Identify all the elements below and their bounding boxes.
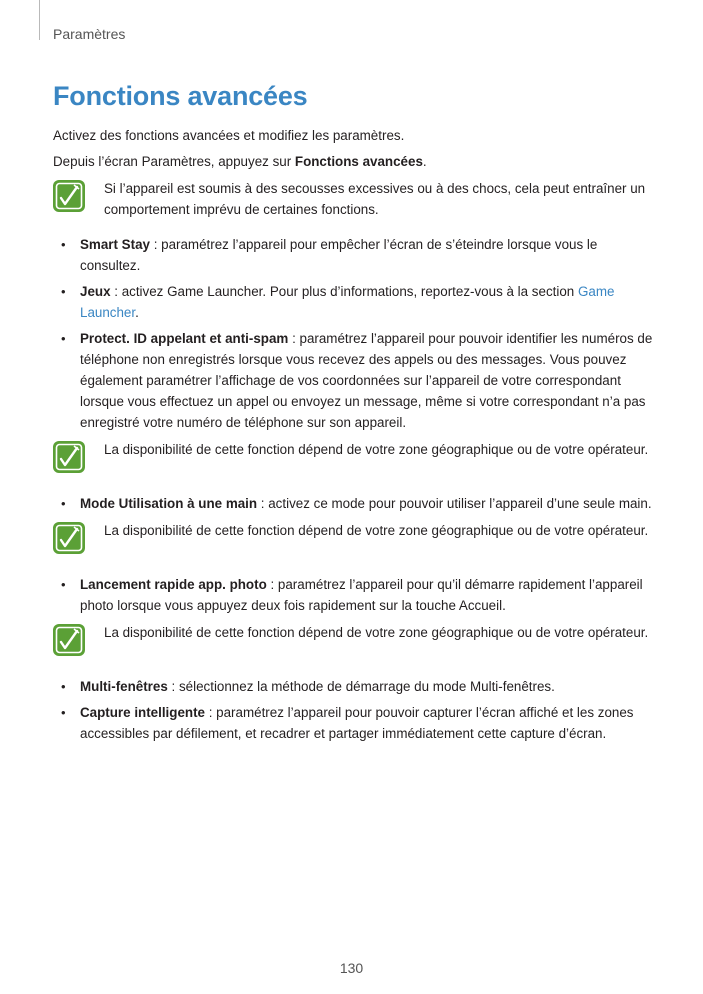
list-item-lancement-photo — [53, 574, 653, 616]
feature-term: Smart Stay — [80, 237, 150, 252]
feature-term: Protect. ID appelant et anti-spam — [80, 331, 289, 346]
bullet-icon: • — [61, 705, 66, 720]
intro-instruction: Depuis l’écran Paramètres, appuyez sur Fonctions avancées. — [53, 154, 427, 169]
note-text: La disponibilité de cette fonction dépend de votre zone géographique ou de votre opérateur. — [104, 523, 649, 538]
page-content — [53, 125, 653, 749]
list-item-protect-id — [53, 328, 653, 433]
feature-term: Jeux — [80, 284, 111, 299]
note-text: Si l’appareil est soumis à des secousses excessives ou à des chocs, cela peut entraîner un comportement imprévu de certaines fonctions. — [104, 181, 646, 217]
feature-desc: : activez Game Launcher. Pour plus d’informations, reportez-vous à la section — [110, 284, 578, 299]
intro-text: Activez des fonctions avancées et modifiez les paramètres. — [53, 128, 405, 143]
feature-desc: : sélectionnez la méthode de démarrage du mode Multi-fenêtres. — [167, 679, 555, 694]
page-number: 130 — [339, 960, 364, 976]
game-launcher-link[interactable]: Game Launcher — [80, 284, 615, 320]
feature-desc: : paramétrez l’appareil pour empêcher l’écran de s’éteindre lorsque vous le consultez. — [80, 237, 598, 273]
feature-desc: : activez ce mode pour pouvoir utiliser l’appareil d’une seule main. — [257, 496, 652, 511]
feature-term: Multi-fenêtres — [80, 679, 168, 694]
bullet-icon: • — [61, 496, 66, 511]
bullet-icon: • — [61, 679, 66, 694]
feature-list — [53, 574, 653, 616]
list-item-smart-stay — [53, 234, 653, 276]
note-shock-warning — [53, 178, 653, 220]
note-availability-protect — [53, 439, 653, 479]
bullet-icon: • — [61, 284, 66, 299]
note-text: La disponibilité de cette fonction dépend de votre zone géographique ou de votre opérateur. — [104, 442, 649, 457]
list-item-capture-intelligente — [53, 702, 653, 744]
note-availability-lancement — [53, 622, 653, 662]
feature-desc: : paramétrez l’appareil pour qu’il démarre rapidement l’appareil photo lorsque vous appuyez deux fois rapidement sur la touche Accueil. — [80, 577, 643, 613]
page-title: Fonctions avancées — [53, 81, 308, 111]
feature-desc: : paramétrez l’appareil pour pouvoir capturer l’écran affiché et les zones accessibles par défilement, et recadrer et partager immédiatement cette capture d’écran. — [80, 705, 634, 741]
feature-term: Capture intelligente — [80, 705, 205, 720]
feature-term: Mode Utilisation à une main — [80, 496, 258, 511]
note-pencil-icon — [53, 624, 85, 656]
note-pencil-icon — [53, 522, 85, 554]
feature-desc: : paramétrez l’appareil pour pouvoir identifier les numéros de téléphone non enregistrés lorsque vous recevez des appels ou des messages. Vous pouvez également paramétrer l’affichage de vos coordonnées sur l’appareil de votre correspondant lorsque vous effectuez un appel ou envoyez un message, même si votre correspondant n’a pas enregistré votre numéro de téléphone sur son appareil. — [80, 331, 653, 430]
list-item-multi-fenetres — [53, 676, 653, 697]
settings-path: Fonctions avancées — [294, 154, 423, 169]
feature-term: Lancement rapide app. photo — [80, 577, 267, 592]
note-pencil-icon — [53, 441, 85, 473]
feature-list — [53, 234, 653, 433]
header-divider — [39, 0, 40, 40]
bullet-icon: • — [61, 237, 66, 252]
note-pencil-icon — [53, 180, 85, 212]
list-item-mode-utilisation — [53, 493, 653, 514]
feature-list — [53, 493, 653, 514]
list-item-jeux: • Jeux : activez Game Launcher. Pour plus d’informations, reportez-vous à la section Game Launcher. — [53, 281, 653, 323]
note-text: La disponibilité de cette fonction dépend de votre zone géographique ou de votre opérateur. — [104, 625, 649, 640]
note-availability-mode — [53, 520, 653, 560]
section-label: Paramètres — [53, 26, 126, 42]
bullet-icon: • — [61, 577, 66, 592]
feature-list — [53, 676, 653, 744]
bullet-icon: • — [61, 331, 66, 346]
